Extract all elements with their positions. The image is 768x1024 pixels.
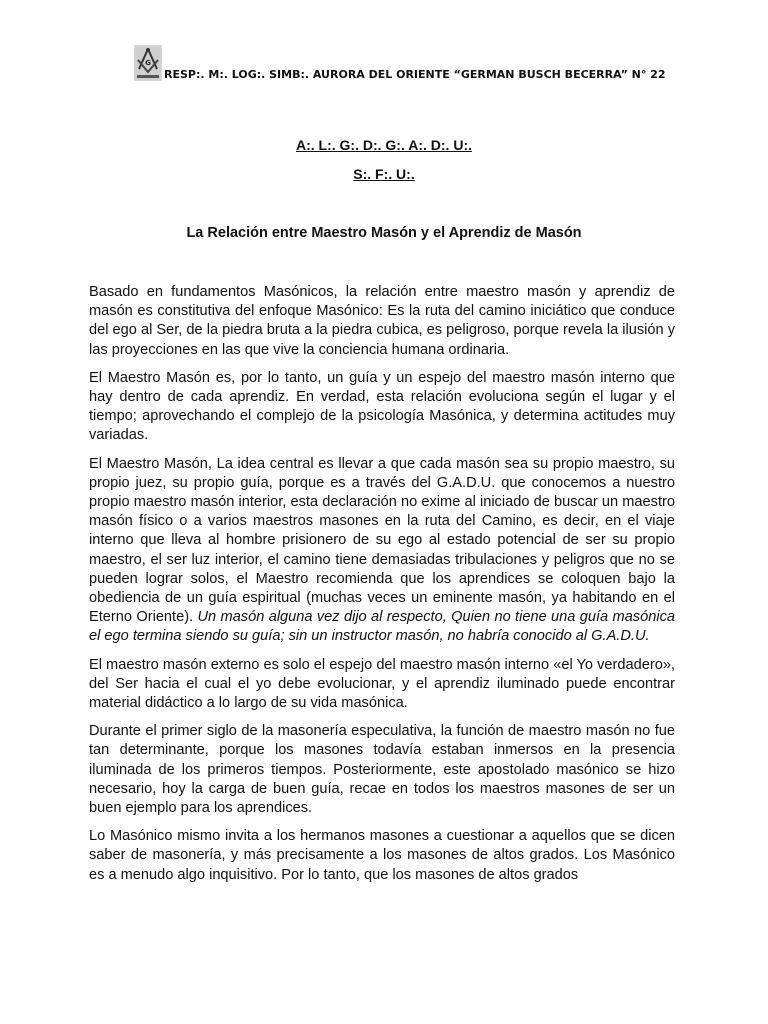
paragraph-3 bbox=[89, 455, 675, 647]
lodge-header: RESP:. M:. LOG:. SIMB:. AURORA DEL ORIENTE “GERMAN BUSCH BECERRA” N° 22 bbox=[164, 68, 666, 81]
paragraph-5: Durante el primer siglo de la masonería especulativa, la función de maestro masón no fue tan determinante, porque los masones todavía estaban inmersos en la presencia iluminada de los primeros tiempos. Posteriormente, este apostolado masónico se hizo necesario, hoy la carga de buen guía, recae en todos los maestros masones de ser un buen ejemplo para los aprendices. bbox=[89, 723, 675, 817]
paragraph-2: El Maestro Masón es, por lo tanto, un guía y un espejo del maestro masón interno que hay dentro de cada aprendiz. En verdad, esta relación evoluciona según el lugar y el tiempo; aprovechando el complejo de la psicología Masónica, y determina actitudes muy variadas. bbox=[89, 369, 675, 444]
paragraph-3-text: El Maestro Masón, La idea central es llevar a que cada masón sea su propio maestro, su propio juez, su propio guía, porque es a través del G.A.D.U. que conocemos a nuestro propio maestro masón interior, esta declaración no exime al iniciado de buscar un maestro masón físico o a varios maestros masones en la ruta del Camino, es decir, en el viaje interno que lleva al hombre prisionero de su ego al estado potencial de ser su propio maestro, el ser luz interior, el camino tiene demasiadas tribulaciones y peligros que no se pueden lograr solos, el Maestro recomienda que los aprendices se coloquen bajo la obediencia de un guía espiritual (muchas veces un eminente masón, ya habitando en el Eterno Oriente). bbox=[89, 455, 675, 626]
document-body bbox=[89, 283, 675, 894]
paragraph-1: Basado en fundamentos Masónicos, la relación entre maestro masón y aprendiz de masón es constitutiva del enfoque Masónico: Es la ruta del camino iniciático que conduce del ego al Ser, de la piedra bruta a la piedra cubica, es peligroso, porque revela la ilusión y las proyecciones en las que vive la conciencia humana ordinaria. bbox=[89, 284, 675, 358]
paragraph-6: Lo Masónico mismo invita a los hermanos masones a cuestionar a aquellos que se dicen saber de masonería, y más precisamente a los masones de altos grados. Los Masónico es a menudo algo inquisitivo. Por lo tanto, que los masones de altos grados bbox=[89, 828, 675, 883]
paragraph-3-quote: Un masón alguna vez dijo al respecto, Quien no tiene una guía masónica el ego termina siendo su guía; sin un instructor masón, no habría conocido al G.A.D.U. bbox=[89, 609, 675, 645]
svg-text:G: G bbox=[145, 59, 151, 67]
square-and-compass-icon bbox=[134, 45, 162, 81]
salutation-title: S:. F:. U:. bbox=[353, 166, 415, 182]
document-title: La Relación entre Maestro Masón y el Aprendiz de Masón bbox=[186, 225, 582, 241]
paragraph-4: El maestro masón externo es solo el espejo del maestro masón interno «el Yo verdadero», del Ser hacia el cual el yo debe evolucionar, y el aprendiz iluminado puede encontrar material didáctico a lo largo de su vida masónica. bbox=[89, 656, 675, 712]
invocation-title: A:. L:. G:. D:. G:. A:. D:. U:. bbox=[295, 137, 472, 153]
